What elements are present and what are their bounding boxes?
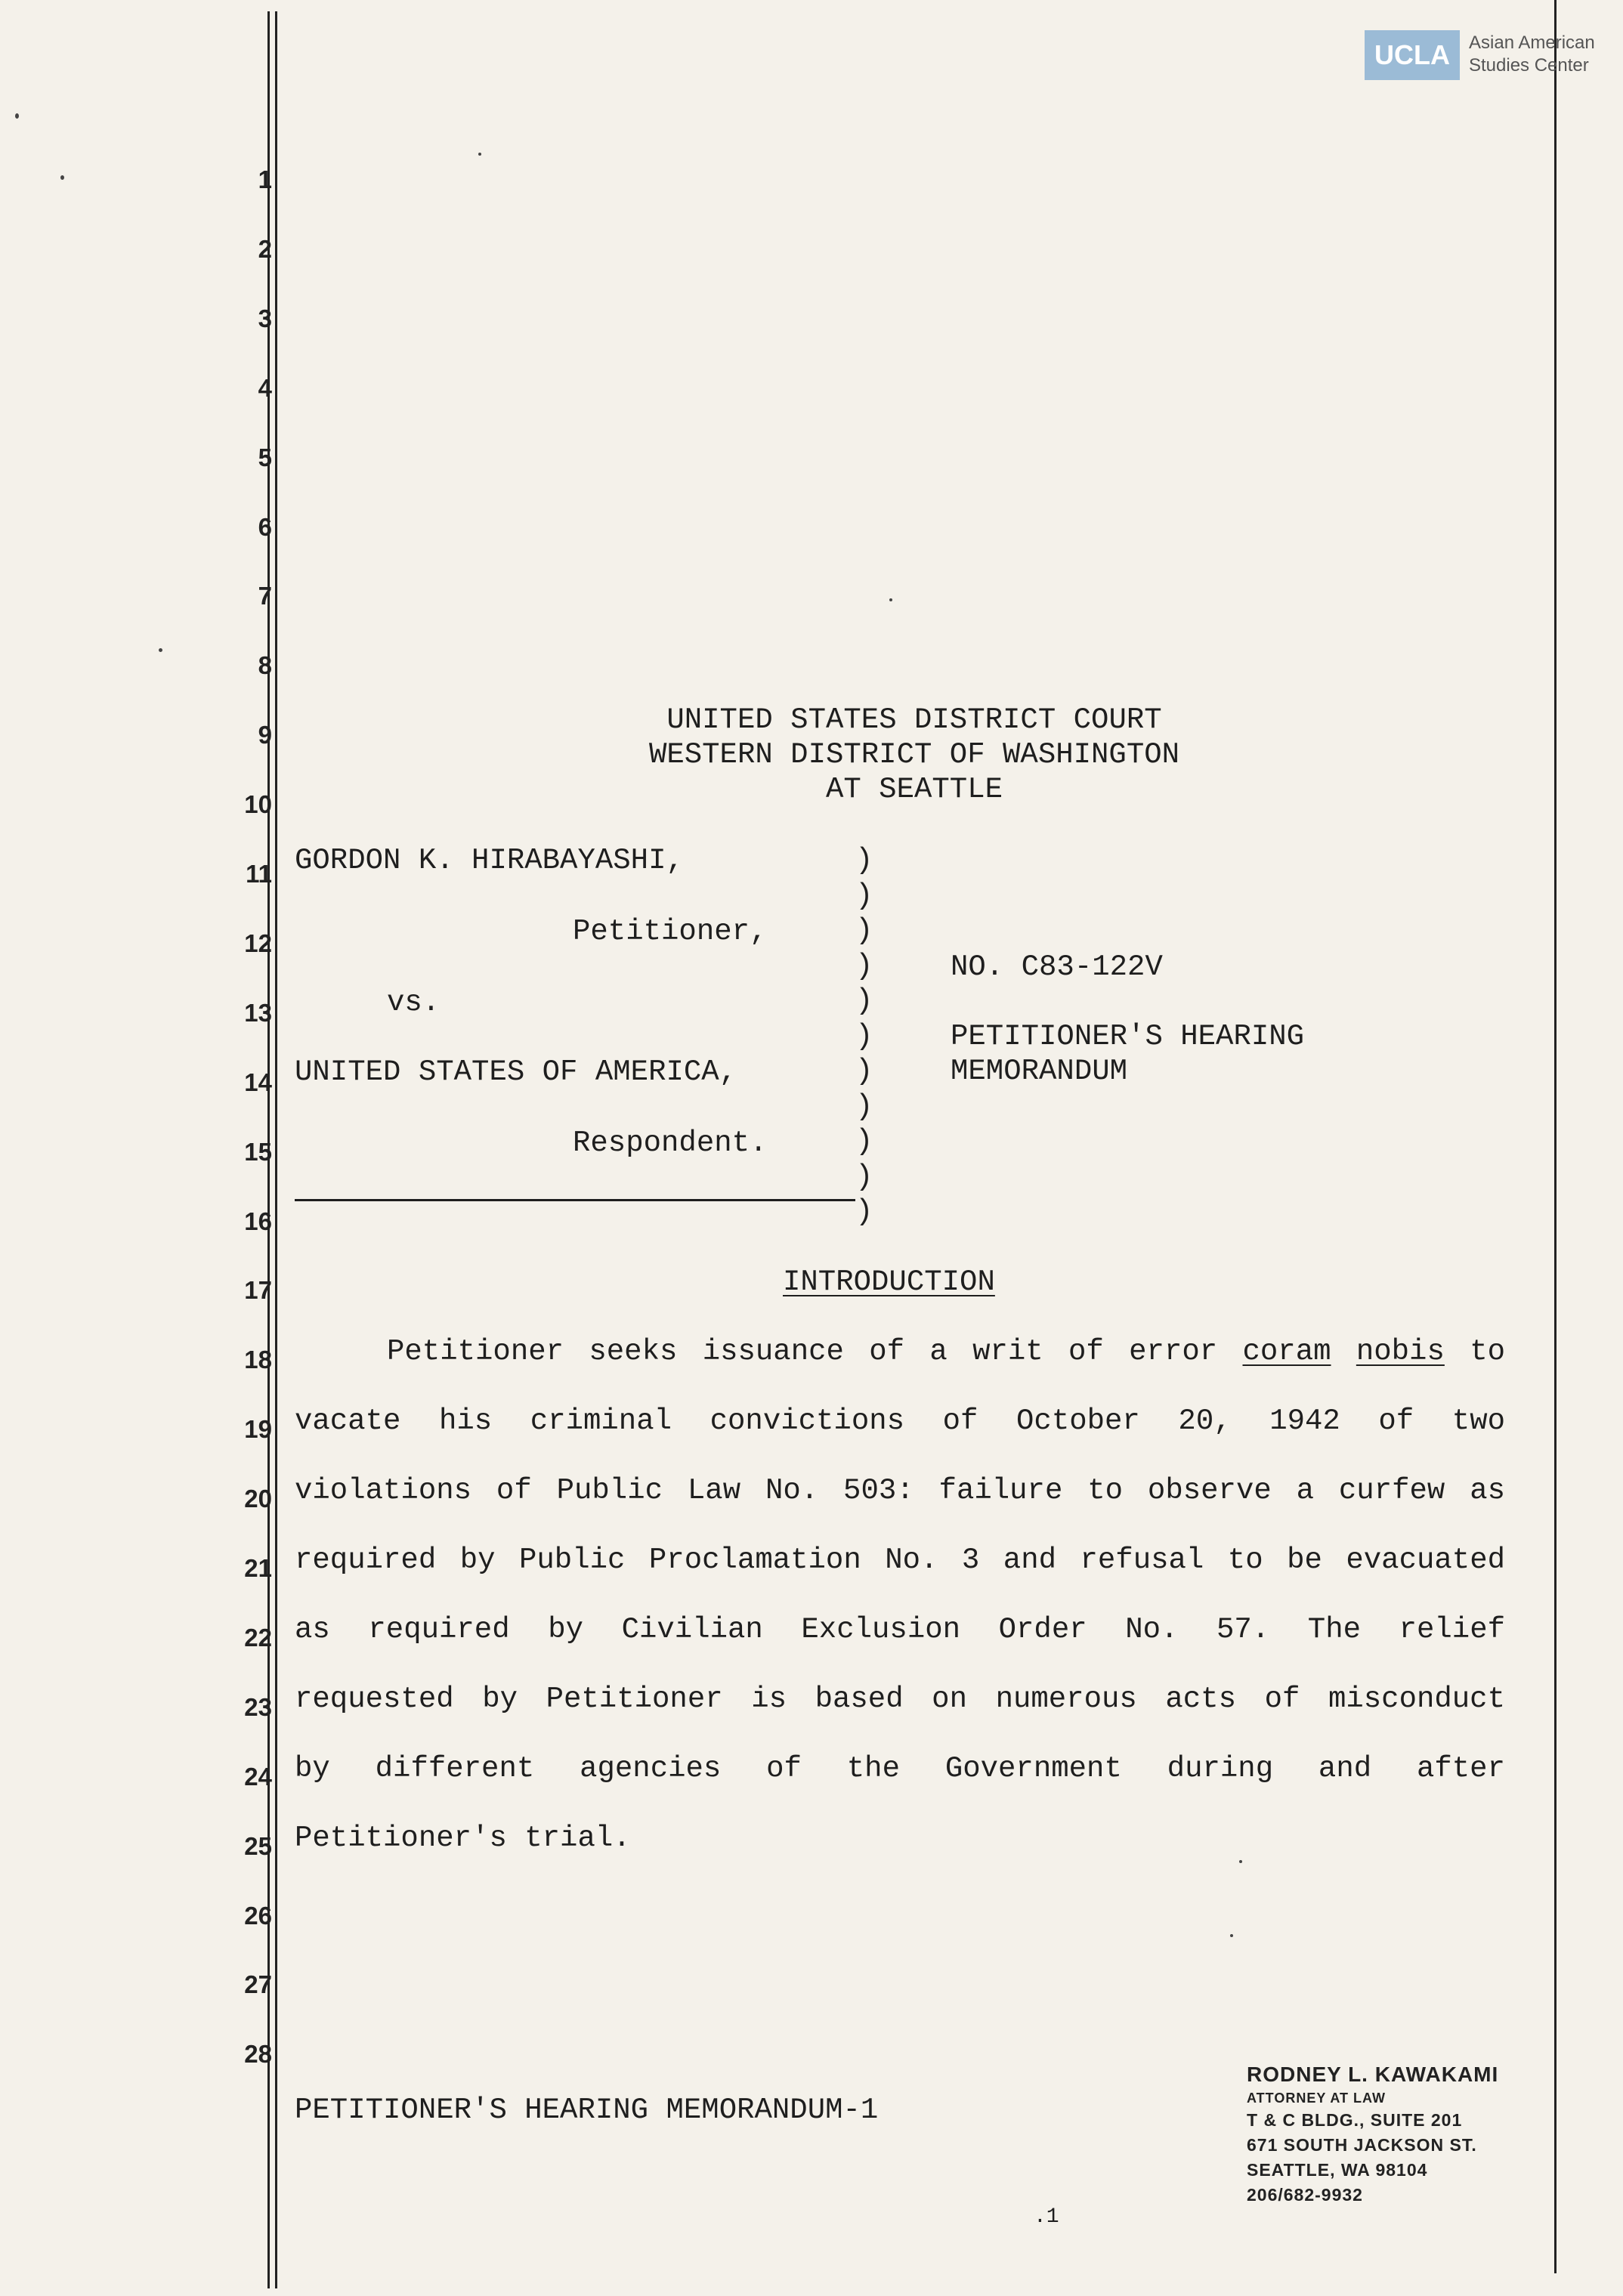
caption-paren: ) [855, 879, 873, 913]
line-number: 22 [244, 1623, 272, 1652]
line-number: 26 [244, 1901, 272, 1930]
line-number: 25 [244, 1831, 272, 1860]
line-number: 23 [244, 1692, 272, 1721]
versus: vs. [387, 986, 441, 1019]
page-mark: .1 [1034, 2205, 1059, 2229]
line-number: 10 [244, 790, 272, 819]
line-number: 6 [258, 512, 272, 541]
line-number: 24 [244, 1762, 272, 1791]
introduction-line-8: Petitioner's trial. [295, 1822, 631, 1855]
attorney-block [1247, 2061, 1498, 2208]
attorney-building: T & C BLDG., SUITE 201 [1247, 2110, 1463, 2130]
scan-speck [1239, 1860, 1242, 1863]
scan-speck [159, 648, 162, 652]
line-number: 5 [258, 443, 272, 471]
line-number: 27 [244, 1970, 272, 1999]
document-title-line1: PETITIONER'S HEARING [951, 1020, 1305, 1053]
line-number: 12 [244, 929, 272, 957]
attorney-city: SEATTLE, WA 98104 [1247, 2160, 1428, 2180]
scan-speck [60, 175, 64, 180]
court-district: WESTERN DISTRICT OF WASHINGTON [648, 738, 1180, 771]
line-number: 3 [258, 304, 272, 332]
ucla-logo: UCLA [1365, 30, 1460, 80]
case-number: NO. C83-122V [951, 950, 1163, 984]
respondent-role: Respondent. [573, 1126, 768, 1160]
line-number: 15 [244, 1137, 272, 1166]
line-number: 21 [244, 1554, 272, 1582]
line-number: 11 [246, 860, 272, 888]
attorney-street: 671 SOUTH JACKSON ST. [1247, 2135, 1477, 2155]
line-number: 7 [258, 582, 272, 610]
court-location: AT SEATTLE [825, 773, 1003, 806]
court-name: UNITED STATES DISTRICT COURT [666, 703, 1162, 737]
footer-title: PETITIONER'S HEARING MEMORANDUM-1 [295, 2094, 879, 2127]
left-margin-rule-inner [275, 11, 277, 2288]
right-margin-rule [1554, 0, 1557, 2273]
petitioner-name: GORDON K. HIRABAYASHI, [295, 844, 684, 877]
attorney-phone: 206/682-9932 [1247, 2185, 1363, 2205]
line-number: 9 [258, 721, 272, 749]
caption-paren: ) [855, 844, 873, 877]
caption-paren: ) [855, 1019, 873, 1053]
scan-speck [478, 153, 481, 156]
document-title-line2: MEMORANDUM [951, 1055, 1128, 1088]
asian-american-studies-center-label: Asian American Studies Center [1469, 32, 1595, 76]
line-number: 4 [258, 373, 272, 402]
caption-paren: ) [855, 949, 873, 983]
scan-speck [889, 598, 892, 601]
introduction-line-5: as required by Civilian Exclusion Order No. 57. The relief [295, 1613, 1505, 1646]
line-number: 17 [244, 1276, 272, 1305]
caption-paren: ) [855, 1195, 873, 1228]
caption-paren: ) [855, 1089, 873, 1123]
scan-speck [1230, 1934, 1233, 1937]
introduction-line-7: by different agencies of the Government during and after [295, 1752, 1505, 1785]
line-number: 20 [244, 1485, 272, 1513]
respondent-name: UNITED STATES OF AMERICA, [295, 1055, 737, 1089]
line-number: 19 [244, 1415, 272, 1444]
introduction-line-4: required by Public Proclamation No. 3 and refusal to be evacuated [295, 1544, 1505, 1577]
line-number: 18 [244, 1346, 272, 1374]
line-number: 16 [244, 1207, 272, 1235]
introduction-line-3: violations of Public Law No. 503: failure to observe a curfew as [295, 1474, 1505, 1507]
caption-paren: ) [855, 984, 873, 1018]
line-number: 28 [244, 2040, 272, 2069]
line-number: 1 [258, 165, 272, 193]
introduction-heading: INTRODUCTION [783, 1265, 995, 1299]
caption-paren: ) [855, 914, 873, 947]
caption-paren: ) [855, 1125, 873, 1158]
line-number: 8 [258, 651, 272, 680]
caption-paren: ) [855, 1055, 873, 1088]
scan-speck [15, 113, 19, 119]
attorney-title: ATTORNEY AT LAW [1247, 2091, 1386, 2106]
introduction-line-2: vacate his criminal convictions of October 20, 1942 of two [295, 1404, 1505, 1438]
line-number: 14 [244, 1068, 272, 1096]
line-number: 13 [244, 998, 272, 1027]
introduction-line-6: requested by Petitioner is based on numerous acts of misconduct [295, 1683, 1505, 1716]
petitioner-role: Petitioner, [573, 915, 768, 948]
coram-term: coram [1242, 1335, 1331, 1368]
introduction-line-1: Petitioner seeks issuance of a writ of error coram nobis to [387, 1335, 1506, 1368]
caption-paren: ) [855, 1160, 873, 1194]
caption-rule [295, 1199, 855, 1201]
line-number: 2 [258, 234, 272, 263]
nobis-term: nobis [1356, 1335, 1445, 1368]
attorney-name: RODNEY L. KAWAKAMI [1247, 2063, 1499, 2086]
